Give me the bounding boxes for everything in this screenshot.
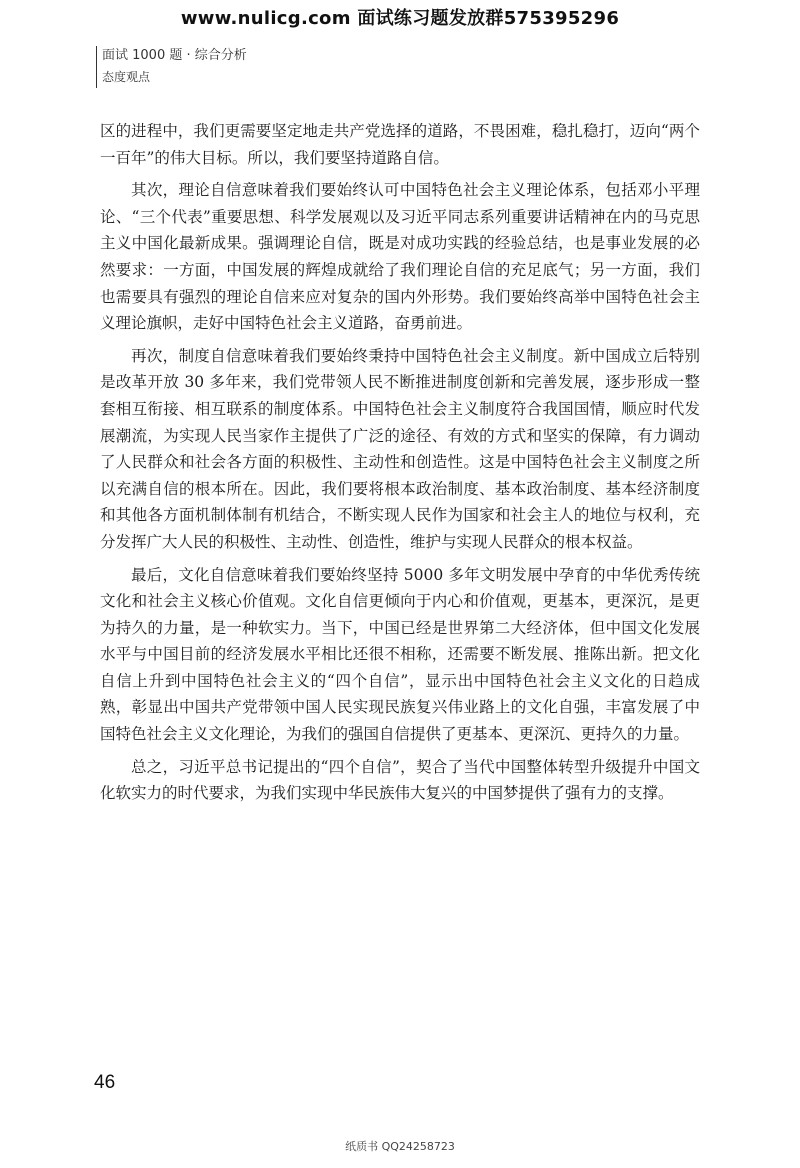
paragraph-conclusion: 总之，习近平总书记提出的“四个自信”，契合了当代中国整体转型升级提升中国文化软实力的时代要求，为我们实现中华民族伟大复兴的中国梦提供了强有力的支撑。 bbox=[100, 757, 700, 803]
top-watermark: www.nulicg.com 面试练习题发放群575395296 bbox=[180, 8, 620, 29]
paragraph-continued: 区的进程中，我们更需要坚定地走共产党选择的道路，不畏困难，稳扎稳打，迈向“两个一百年”的伟大目标。所以，我们要坚持道路自信。 bbox=[100, 122, 700, 167]
bottom-watermark: 纸质书 QQ24258723 bbox=[345, 1140, 455, 1153]
book-title: 面试 1000 题 · 综合分析 bbox=[102, 48, 247, 63]
body-text bbox=[100, 118, 700, 813]
paragraph-theory-confidence: 其次，理论自信意味着我们要始终认可中国特色社会主义理论体系，包括邓小平理论、“三个代表”重要思想、科学发展观以及习近平同志系列重要讲话精神在内的马克思主义中国化最新成果。强调理论自信，既是对成功实践的经验总结，也是事业发展的必然要求：一方面，中国发展的辉煌成就给了我们理论自信的充足底气；另一方面，我们也需要具有强烈的理论自信来应对复杂的国内外形势。我们要始终高举中国特色社会主义理论旗帜，走好中国特色社会主义道路，奋勇前进。 bbox=[100, 181, 700, 333]
paragraph-system-confidence: 再次，制度自信意味着我们要始终秉持中国特色社会主义制度。新中国成立后特别是改革开放 30 多年来，我们党带领人民不断推进制度创新和完善发展，逐步形成一整套相互衔接、相互联系的制度体系。中国特色社会主义制度符合我国国情，顺应时代发展潮流，为实现人民当家作主提供了广泛的途径、有效的方式和坚实的保障，有力调动了人民群众和社会各方面的积极性、主动性和创造性。这是中国特色社会主义制度之所以充满自信的根本所在。因此，我们要将根本政治制度、基本政治制度、基本经济制度和其他各方面机制体制有机结合，不断实现人民作为国家和社会主人的地位与权利，充分发挥广大人民的积极性、主动性、创造性，维护与实现人民群众的根本权益。 bbox=[100, 346, 700, 551]
section-title: 态度观点 bbox=[102, 70, 151, 84]
page-number: 46 bbox=[94, 1072, 116, 1093]
paragraph-culture-confidence: 最后，文化自信意味着我们要始终坚持 5000 多年文明发展中孕育的中华优秀传统文化和社会主义核心价值观。文化自信更倾向于内心和价值观，更基本，更深沉，是更为持久的力量，是一种软实力。当下，中国已经是世界第二大经济体，但中国文化发展水平与中国目前的经济发展水平相比还很不相称，还需要不断发展、推陈出新。把文化自信上升到中国特色社会主义的“四个自信”，显示出中国特色社会主义文化的日趋成熟，彰显出中国共产党带领中国人民实现民族复兴伟业路上的文化自强，丰富发展了中国特色社会主义文化理论，为我们的强国自信提供了更基本、更深沉、更持久的力量。 bbox=[100, 565, 700, 744]
header-rule bbox=[96, 46, 97, 88]
